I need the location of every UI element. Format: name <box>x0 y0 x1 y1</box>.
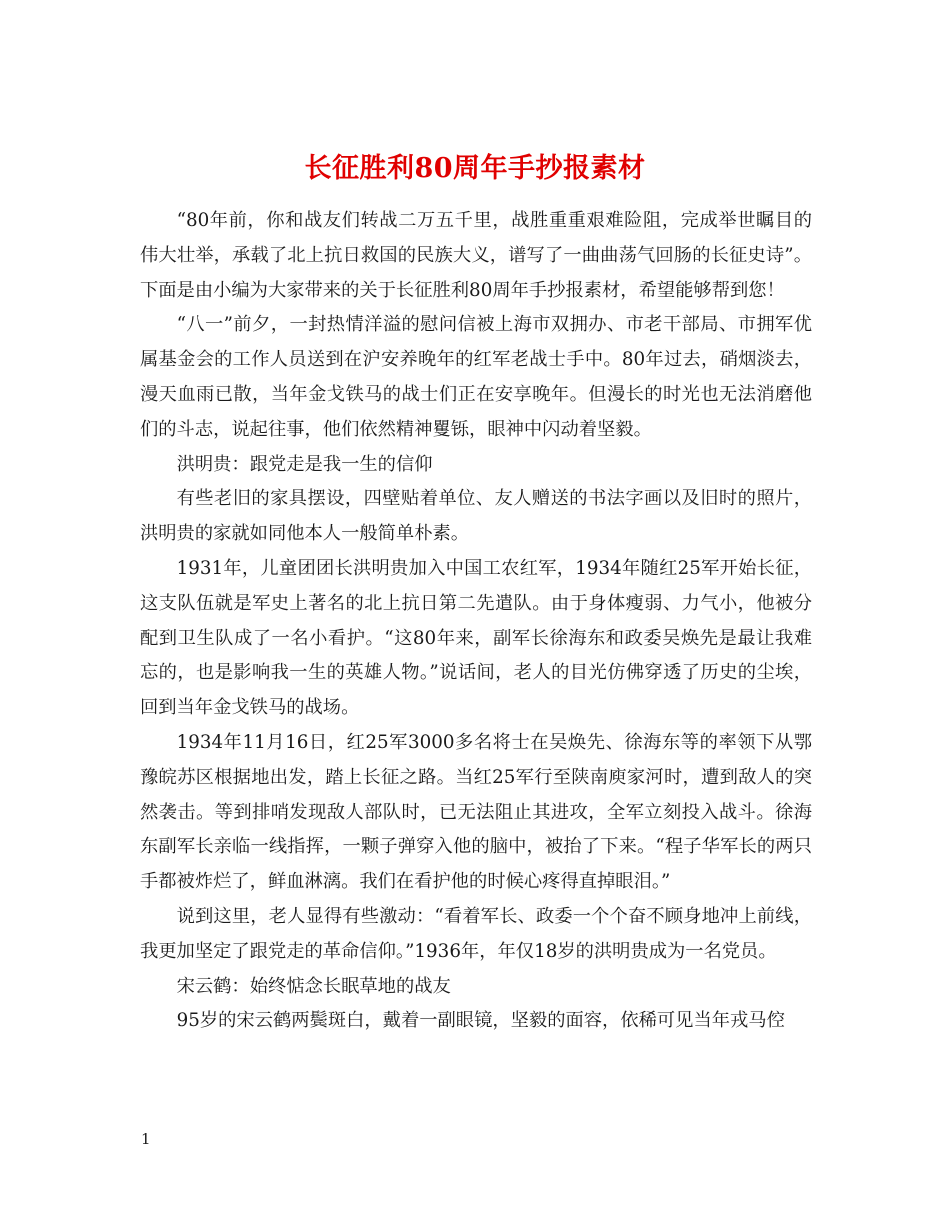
paragraph-1934: 1934年11月16日，红25军3000多名将士在吴焕先、徐海东等的率领下从鄂豫皖苏区根据地出发，踏上长征之路。当红25军行至陕南庾家河时，遭到敌人的突然袭击。等到排哨发现敌人部队时，已无法阻止其进攻，全军立刻投入战斗。徐海东副军长亲临一线指挥，一颗子弹穿入他的脑中，被抬了下来。“程子华军长的两只手都被炸烂了，鲜血淋漓。我们在看护他的时候心疼得直掉眼泪。” <box>140 731 812 893</box>
section-heading-song: 宋云鹤：始终惦念长眠草地的战友 <box>176 975 451 997</box>
paragraph-home: 有些老旧的家具摆设，四壁贴着单位、友人赠送的书法字画以及旧时的照片，洪明贵的家就如同他本人一般简单朴素。 <box>140 488 812 545</box>
paragraph-song: 95岁的宋云鹤两鬓斑白，戴着一副眼镜，坚毅的面容，依稀可见当年戎马倥 <box>176 1010 785 1032</box>
section-heading-hong: 洪明贵：跟党走是我一生的信仰 <box>176 453 433 475</box>
paragraph-letter: “八一”前夕，一封热情洋溢的慰问信被上海市双拥办、市老干部局、市拥军优属基金会的工作人员送到在沪安养晚年的红军老战士手中。80年过去，硝烟淡去，漫天血雨已散，当年金戈铁马的战士们正在安享晚年。但漫长的时光也无法消磨他们的斗志，说起往事，他们依然精神矍铄，眼神中闪动着坚毅。 <box>140 314 812 440</box>
paragraph-intro: “80年前，你和战友们转战二万五千里，战胜重重艰难险阻，完成举世瞩目的伟大壮举，承载了北上抗日救国的民族大义，谱写了一曲曲荡气回肠的长征史诗”。下面是由小编为大家带来的关于长征胜利80周年手抄报素材，希望能够帮到您！ <box>140 210 812 301</box>
paragraph-1931: 1931年，儿童团团长洪明贵加入中国工农红军，1934年随红25军开始长征，这支队伍就是军史上著名的北上抗日第二先遣队。由于身体瘦弱、力气小，他被分配到卫生队成了一名小看护。“这80年来，副军长徐海东和政委吴焕先是最让我难忘的，也是影响我一生的英雄人物。”说话间，老人的目光仿佛穿透了历史的尘埃，回到当年金戈铁马的战场。 <box>140 557 812 719</box>
document-body <box>140 204 812 1039</box>
document-title: 长征胜利80周年手抄报素材 <box>304 153 646 185</box>
paragraph-faith: 说到这里，老人显得有些激动：“看着军长、政委一个个奋不顾身地冲上前线，我更加坚定了跟党走的革命信仰。”1936年，年仅18岁的洪明贵成为一名党员。 <box>140 905 812 962</box>
page-number: 1 <box>141 1130 151 1148</box>
